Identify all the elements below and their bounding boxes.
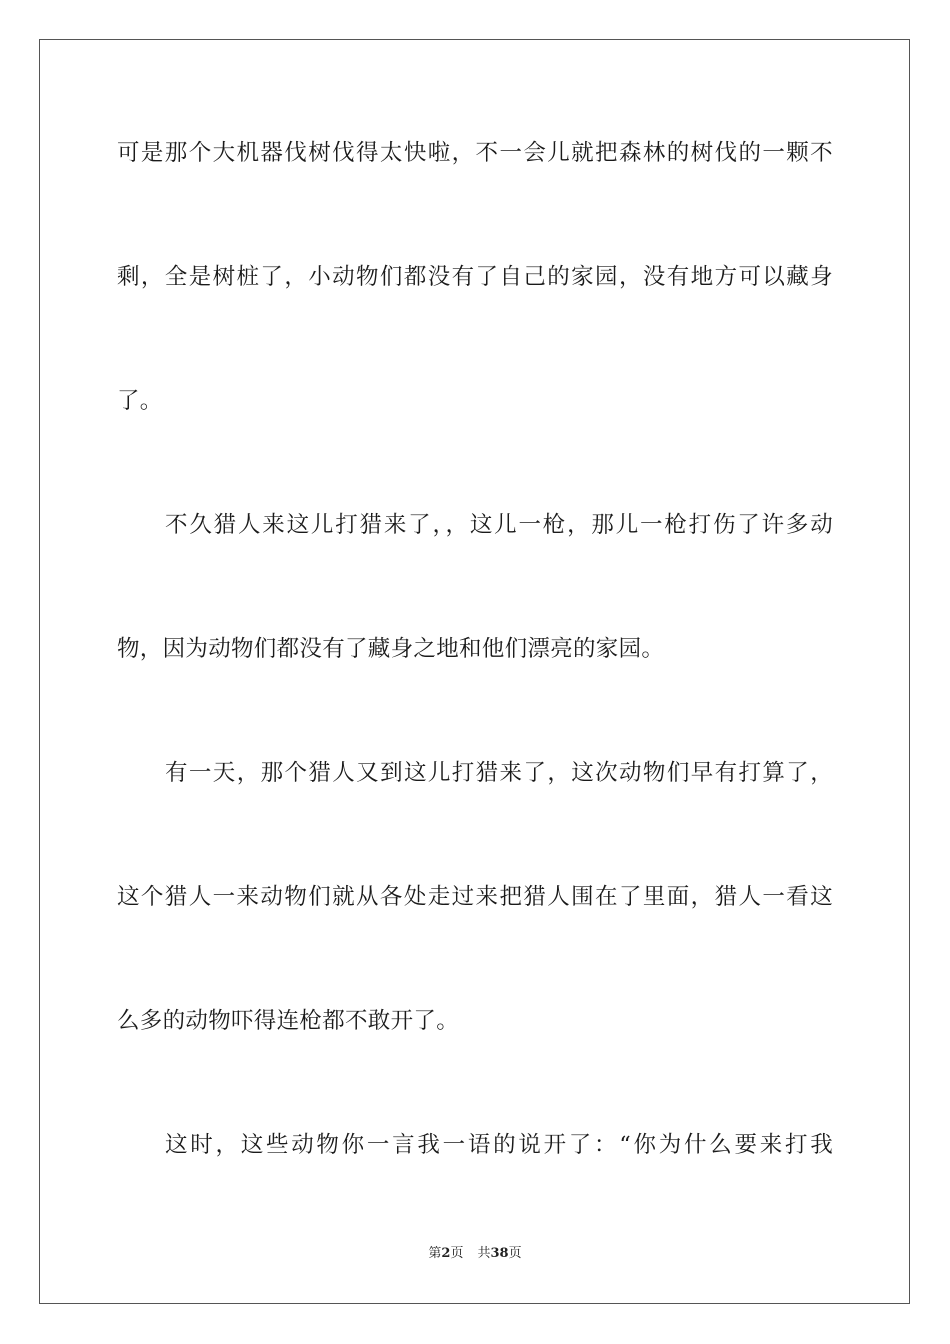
page-total: 38 — [490, 1246, 509, 1261]
text-line-9: 这时，这些动物你一言我一语的说开了：“你为什么要来打我 — [165, 1132, 833, 1158]
text-line-4: 不久猎人来这儿打猎来了，，这儿一枪，那儿一枪打伤了许多动 — [165, 512, 833, 538]
total-unit: 页 — [508, 1246, 522, 1261]
page-footer — [0, 1246, 950, 1262]
text-line-7: 这个猎人一来动物们就从各处走过来把猎人围在了里面，猎人一看这 — [117, 884, 833, 910]
text-line-3: 了。 — [117, 388, 163, 414]
page-unit: 页 — [450, 1246, 464, 1261]
page-frame — [39, 39, 910, 1304]
text-line-5: 物，因为动物们都没有了藏身之地和他们漂亮的家园。 — [117, 636, 665, 662]
total-prefix: 共 — [477, 1246, 491, 1261]
text-line-1: 可是那个大机器伐树伐得太快啦，不一会儿就把森林的树伐的一颗不 — [117, 140, 833, 166]
page-prefix: 第 — [428, 1246, 442, 1261]
page-current: 2 — [441, 1246, 451, 1261]
text-line-2: 剩，全是树桩了，小动物们都没有了自己的家园，没有地方可以藏身 — [117, 264, 833, 290]
text-line-6: 有一天，那个猎人又到这儿打猎来了，这次动物们早有打算了， — [165, 760, 833, 786]
text-line-8: 么多的动物吓得连枪都不敢开了。 — [117, 1008, 460, 1034]
